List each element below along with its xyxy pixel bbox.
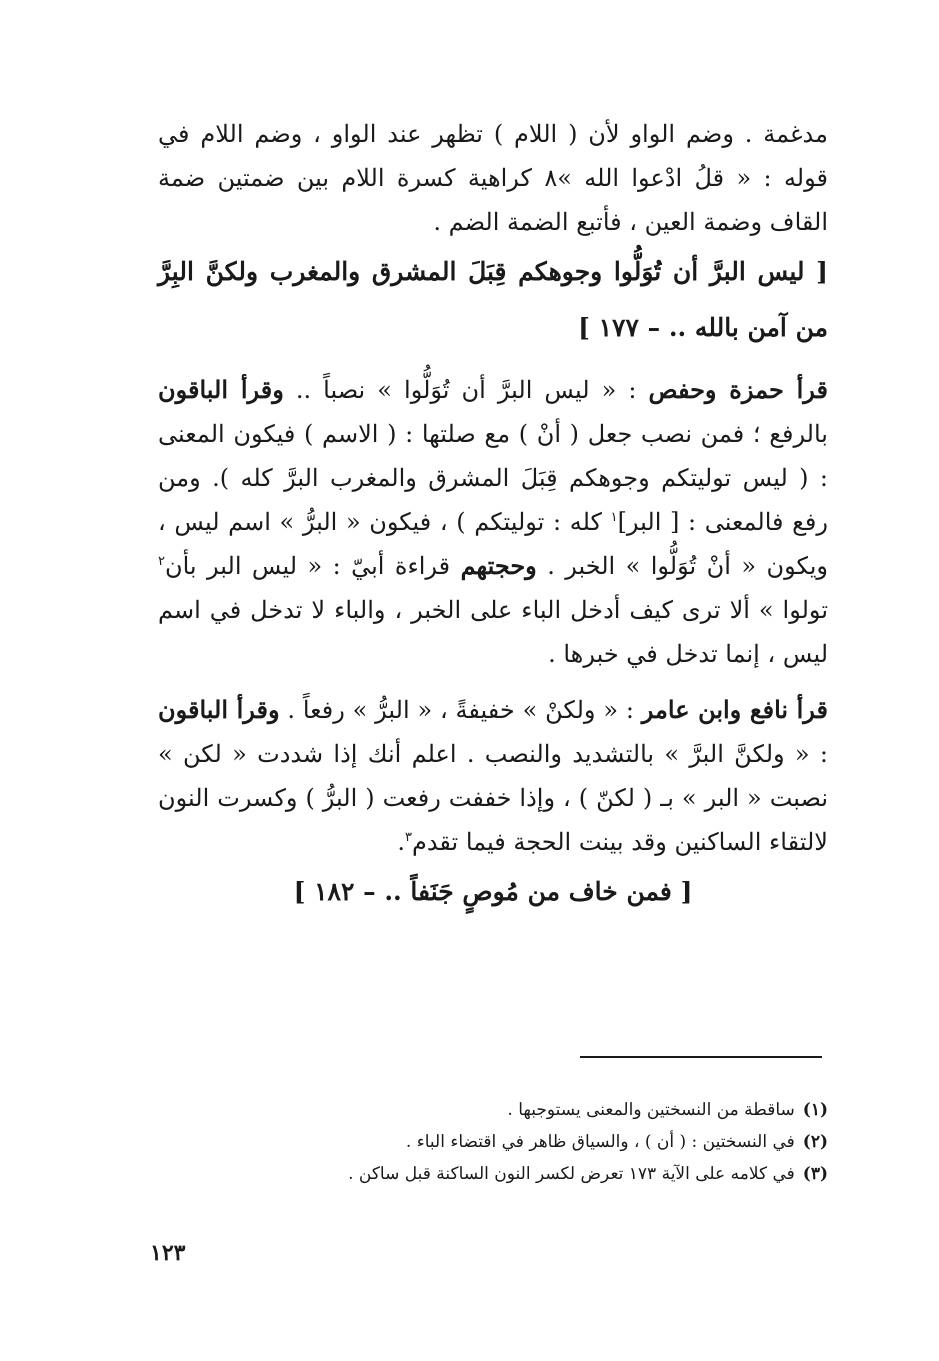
paragraph-text: بالرفع ؛ فمن نصب جعل ( أنْ ) مع صلتها : ( الاسم ) فيكون المعنى : ( ليس توليتكم وجوهكم قِبَلَ المشرق والمغرب البرَّ كله ). ومن رفع فالمعنى : [ البر]	[158, 420, 828, 536]
paragraph-text: : « ليس البرَّ أن تُوَلُّوا » نصباً ..	[283, 376, 649, 404]
paragraph-text: تولوا » ألا ترى كيف أدخل الباء على الخبر ، والباء لا تدخل في اسم ليس ، إنما تدخل في خبرها .	[158, 596, 828, 668]
verse-182: [ فمن خاف من مُوصٍ جَنَفاً .. – ١٨٢ ]	[293, 877, 693, 906]
footnote-1	[158, 1094, 828, 1126]
footnote-text: في كلامه على الآية ١٧٣ تعرض لكسر النون الساكنة قبل ساكن .	[348, 1164, 795, 1184]
verse-177: [ ليس البرَّ أن تُوَلُّوا وجوهكم قِبَلَ المشرق والمغرب ولكنَّ البِرَّ من آمن بالله .. – ١٧٧ ]	[158, 257, 828, 342]
footnote-3	[158, 1158, 828, 1190]
footnote-2	[158, 1126, 828, 1158]
footnote-text: في النسختين : ( أن ) ، والسياق ظاهر في اقتضاء الباء .	[405, 1132, 795, 1152]
reader-names-hamza-hafs: قرأ حمزة وحفص	[648, 375, 829, 404]
footnote-number: (٣)	[802, 1164, 828, 1184]
paragraph-reading-hamza	[158, 368, 828, 676]
paragraph-text: .	[397, 828, 405, 856]
reader-names-nafi-ibn-amir: قرأ نافع وابن عامر	[641, 695, 829, 724]
footnote-text: ساقطة من النسختين والمعنى يستوجبها .	[507, 1100, 795, 1120]
page-body	[158, 112, 828, 920]
paragraph-text: كله : توليتكم ) ، فيكون « البرُّ » اسم ليس ، ويكون « أنْ تُوَلُّوا » الخبر .	[158, 508, 828, 580]
footnotes	[158, 1094, 828, 1190]
footnote-ref-1: ١	[610, 510, 618, 525]
paragraph-text: قراءة أبيّ : « ليس البر بأن	[164, 552, 461, 580]
page-number: ١٢٣	[150, 1240, 186, 1266]
paragraph-text: : « ولكنْ » خفيفةً ، « البرُّ » رفعاً .	[279, 696, 642, 724]
argument-label: وحجتهم	[460, 551, 537, 580]
footnote-ref-2: ٢	[158, 554, 165, 569]
reader-names-others: وقرأ الباقون	[158, 695, 280, 724]
footnote-divider	[580, 1056, 822, 1058]
footnote-number: (٢)	[802, 1132, 828, 1152]
reader-names-others: وقرأ الباقون	[158, 375, 284, 404]
footnote-ref-3: ٣	[404, 830, 412, 845]
paragraph-intro: مدغمة . وضم الواو لأن ( اللام ) تظهر عند الواو ، وضم اللام في قوله : « قلُ ادْعوا الله »٨ كراهية كسرة اللام بين ضمتين ضمة القاف وضمة العين ، فأتبع الضمة الضم .	[158, 120, 828, 236]
paragraph-text: : « ولكنَّ البرَّ » بالتشديد والنصب . اعلم أنك إذا شددت « لكن » نصبت « البر » بـ ( لكنّ ) ، وإذا خففت رفعت ( البرُّ ) وكسرت النون لالتقاء الساكنين وقد بينت الحجة فيما تقدم	[158, 740, 828, 856]
footnote-number: (١)	[802, 1100, 828, 1120]
paragraph-reading-nafi	[158, 688, 828, 864]
